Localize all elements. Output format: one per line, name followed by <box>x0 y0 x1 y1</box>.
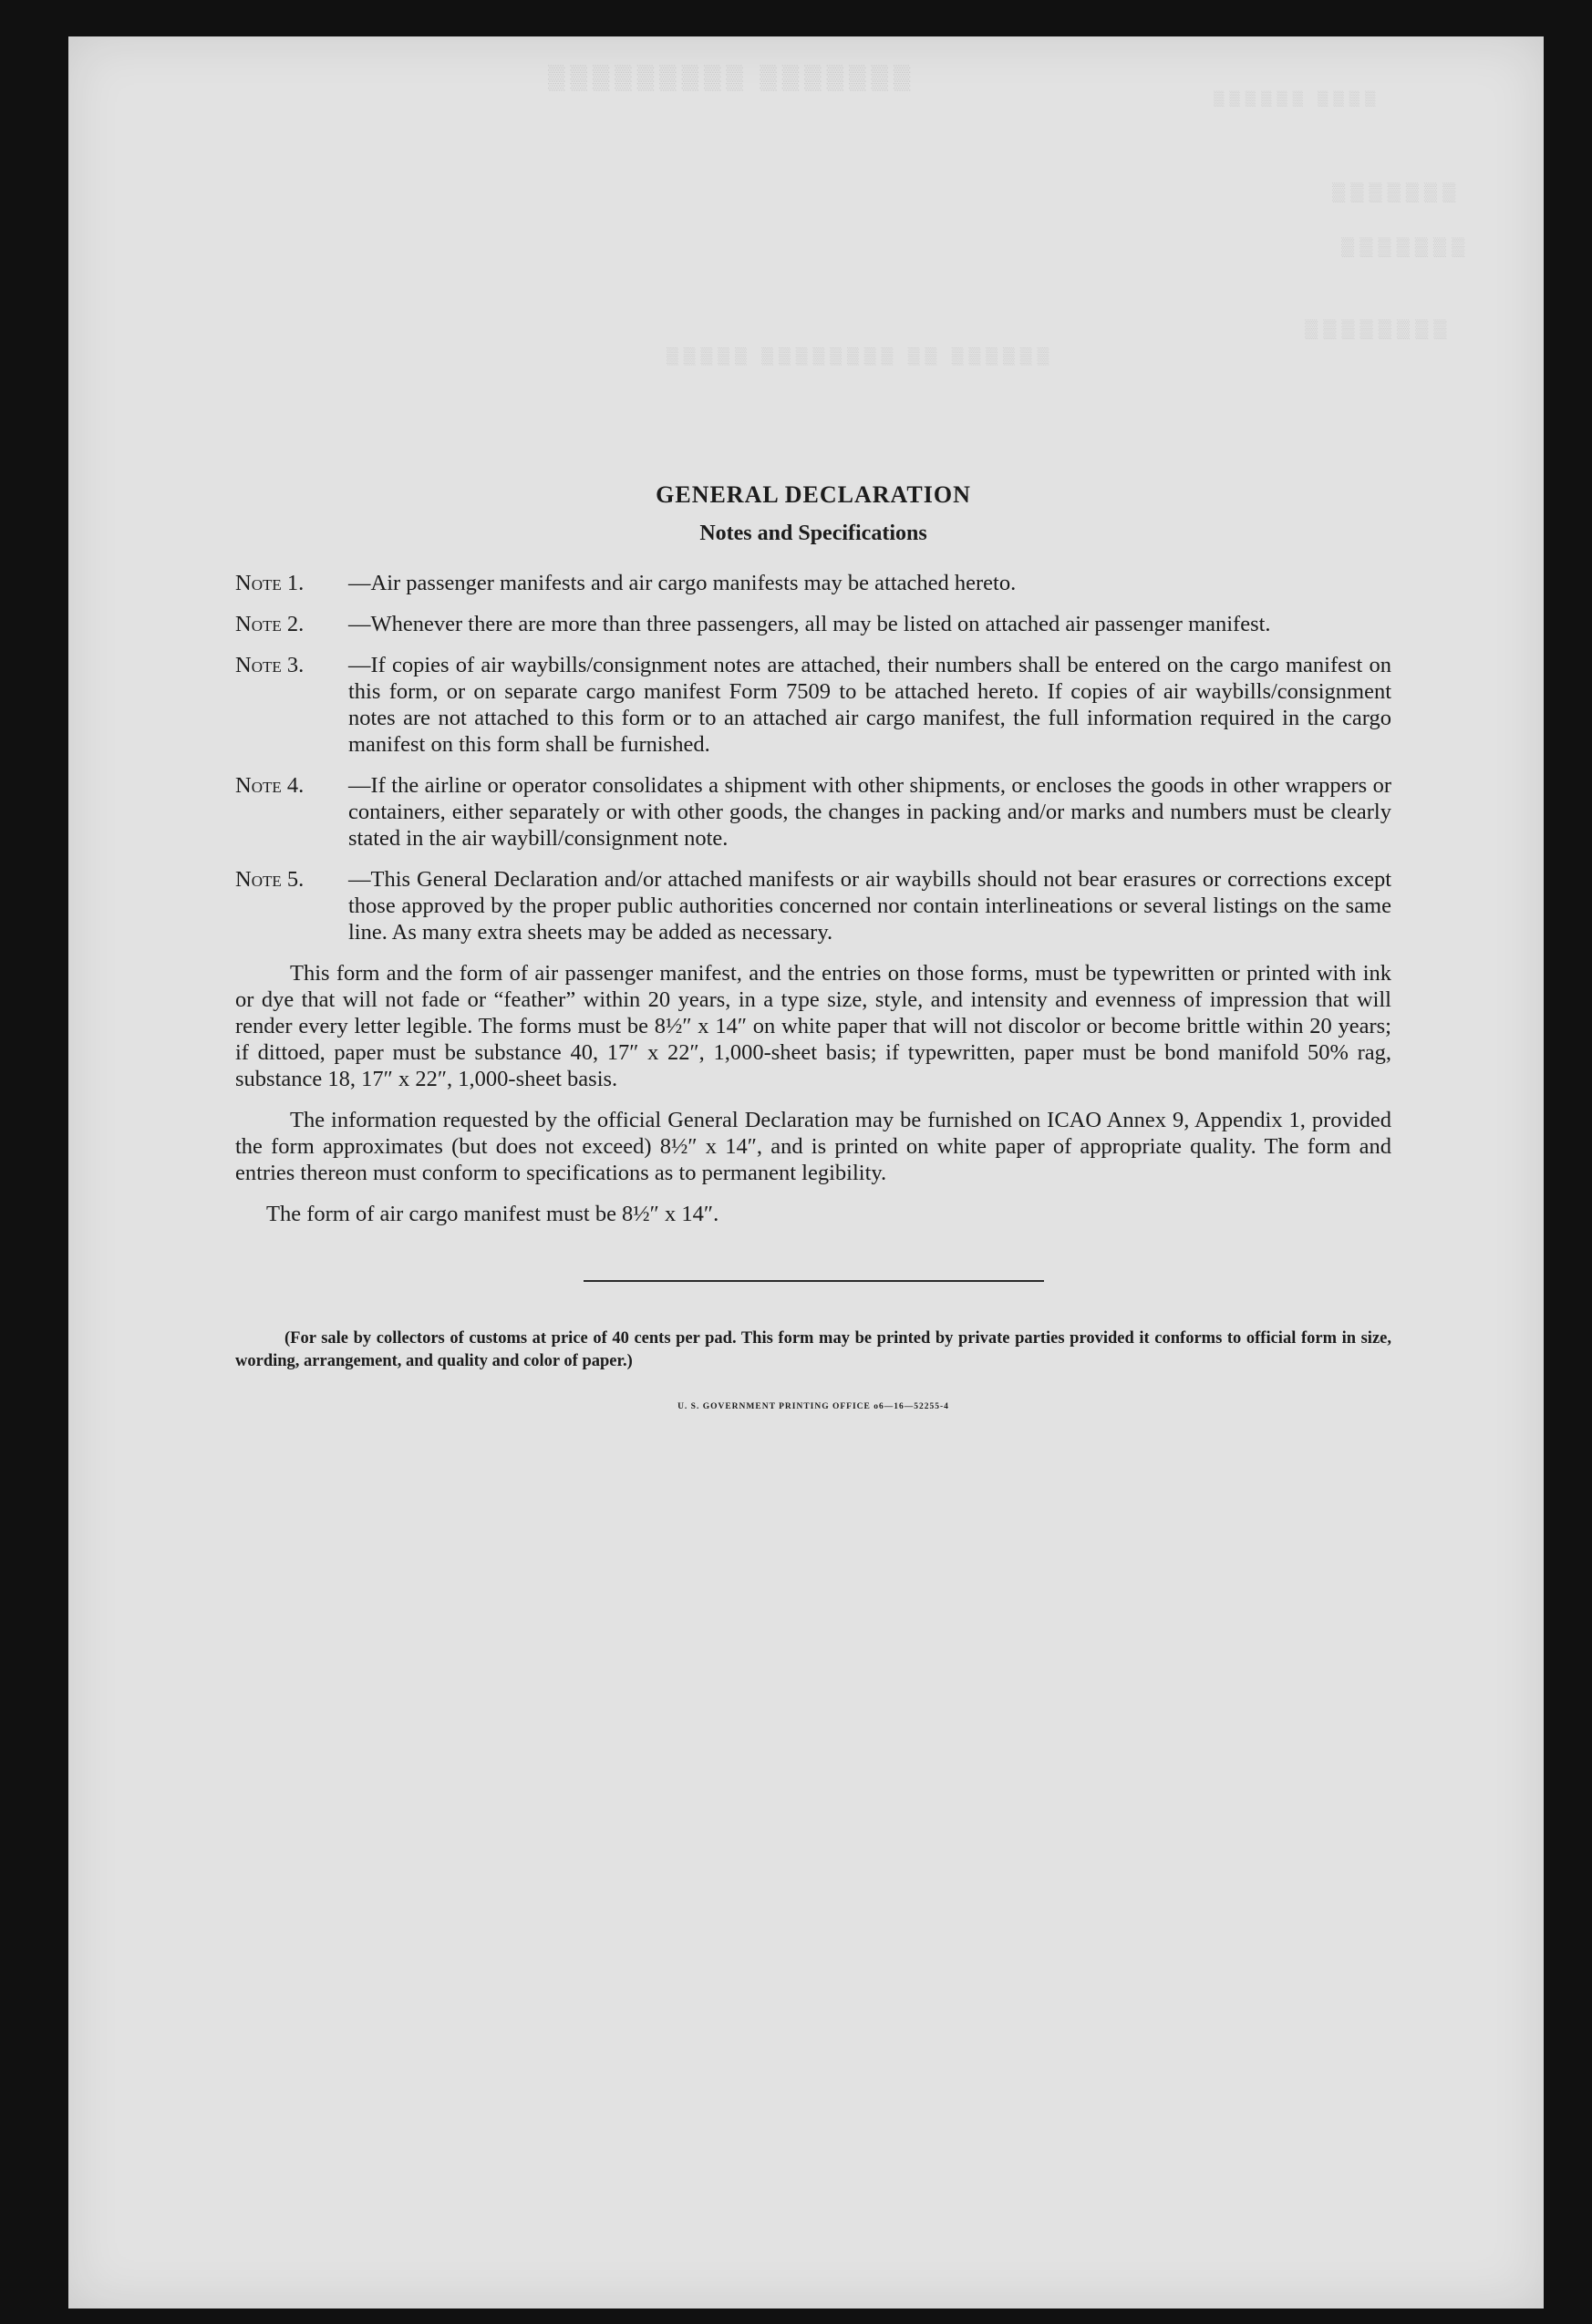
bleed-through-text: ▒▒▒▒▒▒▒▒ <box>1299 319 1447 339</box>
note-label: Note 5. <box>235 867 305 892</box>
note-label: Note 1. <box>235 571 305 595</box>
note-text: —If copies of air waybills/consignment notes are attached, their numbers shall be entered on the cargo manifest on this form, or on separate cargo manifest Form 7509 to be attached hereto. If copies of air waybills/consignment notes are not attached to this form or to an attached air cargo manifest, the full information required in the cargo manifest on this form shall be furnished. <box>348 653 1391 757</box>
note-label: Note 3. <box>235 653 305 677</box>
bleed-through-text: ▒▒▒▒ ▒▒▒▒▒▒ <box>1208 91 1376 107</box>
bleed-through-text: ▒▒▒▒▒▒ ▒▒ ▒▒▒▒▒▒▒▒ ▒▒▒▒▒ <box>661 346 1049 365</box>
divider-rule <box>584 1280 1044 1282</box>
note-2 <box>235 611 1391 637</box>
note-5 <box>235 866 1391 945</box>
declaration-notes <box>235 481 1391 1411</box>
note-text: —Whenever there are more than three passengers, all may be listed on attached air passenger manifest. <box>348 612 1271 636</box>
bleed-through-text: ▒▒▒▒▒▒▒ ▒▒▒▒▒▒▒▒▒ <box>543 64 911 90</box>
page-subtitle: Notes and Specifications <box>699 522 927 545</box>
note-label: Note 4. <box>235 773 305 798</box>
printer-imprint: U. S. GOVERNMENT PRINTING OFFICE o6—16—52255-4 <box>677 1402 949 1411</box>
note-label: Note 2. <box>235 612 305 636</box>
note-text: —If the airline or operator consolidates a shipment with other shipments, or encloses the goods in other wrappers or containers, either separately or with other goods, the changes in packing and/or marks and numbers must be clearly stated in the air waybill/consignment note. <box>348 773 1391 851</box>
page-title: GENERAL DECLARATION <box>656 481 971 508</box>
sale-note: (For sale by collectors of customs at price of 40 cents per pad. This form may be printed by private parties provided it conforms to official form in size, wording, arrangement, and quality and color of paper.) <box>235 1329 1391 1370</box>
note-3 <box>235 652 1391 758</box>
note-text: —Air passenger manifests and air cargo manifests may be attached hereto. <box>348 571 1017 595</box>
paragraph-form-requirements: This form and the form of air passenger manifest, and the entries on those forms, must be typewritten or printed with ink or dye that will not fade or “feather” within 20 years, in a type size, style, and intensity and evenness of impression that will render every letter legible. The forms must be 8½″ x 14″ on white paper that will not discolor or become brittle within 20 years; if dittoed, paper must be substance 40, 17″ x 22″, 1,000-sheet basis; if typewritten, paper must be bond manifold 50% rag, substance 18, 17″ x 22″, 1,000-sheet basis. <box>235 961 1391 1091</box>
paragraph-icao-alternative: The information requested by the official General Declaration may be furnished on ICAO Annex 9, Appendix 1, provided the form approximates (but does not exceed) 8½″ x 14″, and is printed on white paper of appropriate quality. The form and entries thereon must conform to specifications as to permanent legibility. <box>235 1108 1391 1185</box>
note-text: —This General Declaration and/or attached manifests or air waybills should not bear erasures or corrections except those approved by the proper public authorities concerned nor contain interlineations or several listings on the same line. As many extra sheets may be added as necessary. <box>348 867 1391 945</box>
bleed-through-text: ▒▒▒▒▒▒▒ <box>1336 237 1465 257</box>
note-1 <box>235 570 1391 596</box>
note-4 <box>235 772 1391 852</box>
paragraph-cargo-manifest-size: The form of air cargo manifest must be 8½″ x 14″. <box>266 1202 719 1226</box>
bleed-through-text: ▒▒▒▒▒▒▒ <box>1327 182 1456 202</box>
